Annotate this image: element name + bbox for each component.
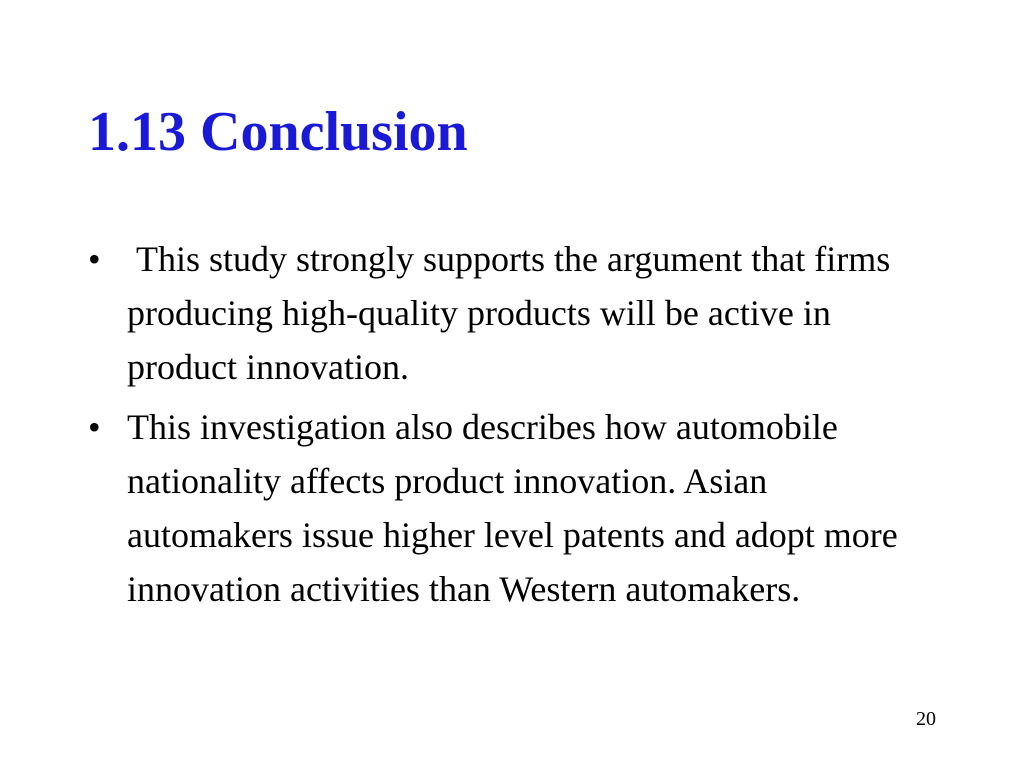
bullet-text-1: This study strongly supports the argument that firms producing high-quality products will be active in product innovation. xyxy=(127,239,900,387)
bullet-item-2 xyxy=(86,400,926,616)
slide-title: 1.13 Conclusion xyxy=(88,101,468,163)
bullet-list xyxy=(86,232,926,622)
bullet-icon: • xyxy=(88,239,101,279)
bullet-item-1 xyxy=(86,232,926,394)
bullet-icon: • xyxy=(88,407,101,447)
slide-number: 20 xyxy=(916,708,936,730)
bullet-text-2: This investigation also describes how automobile nationality affects product innovation. Asian automakers issue higher level patents and adopt more innovation activities than Western automakers. xyxy=(127,407,898,609)
